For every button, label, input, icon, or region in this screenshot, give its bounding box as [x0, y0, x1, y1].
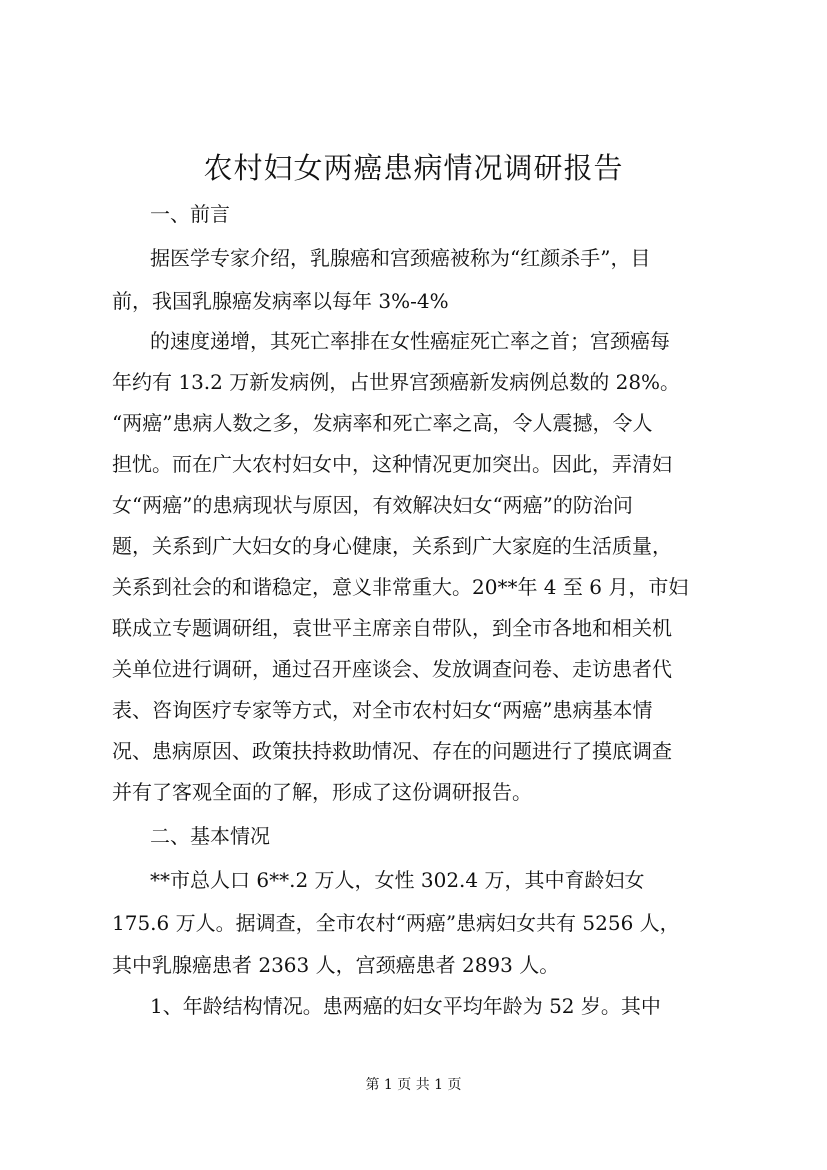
paragraph-line: 的速度递增，其死亡率排在女性癌症死亡率之首；宫颈癌每: [150, 329, 670, 353]
paragraph-line: 关系到社会的和谐稳定，意义非常重大。20**年 4 至 6 月，市妇: [112, 575, 689, 599]
section-heading-preface: 一、前言: [150, 202, 230, 226]
page-number-footer: 第 1 页 共 1 页: [365, 1077, 462, 1093]
section-heading-basic-situation: 二、基本情况: [150, 824, 270, 848]
paragraph-line: 175.6 万人。据调查，全市农村“两癌”患病妇女共有 5256 人，: [112, 911, 680, 935]
paragraph-line: 并有了客观全面的了解，形成了这份调研报告。: [112, 780, 532, 804]
paragraph-line: 表、咨询医疗专家等方式，对全市农村妇女“两癌”患病基本情: [112, 698, 653, 722]
paragraph-line: 担忧。而在广大农村妇女中，这种情况更加突出。因此，弄清妇: [112, 452, 672, 476]
paragraph-line: 况、患病原因、政策扶持救助情况、存在的问题进行了摸底调查: [112, 739, 672, 763]
paragraph-line: 女“两癌”的患病现状与原因，有效解决妇女“两癌”的防治问: [112, 493, 633, 517]
paragraph-line: 题，关系到广大妇女的身心健康，关系到广大家庭的生活质量，: [112, 534, 672, 558]
paragraph-line: “两癌”患病人数之多，发病率和死亡率之高，令人震撼，令人: [112, 411, 653, 435]
paragraph-line: 联成立专题调研组，袁世平主席亲自带队，到全市各地和相关机: [112, 616, 672, 640]
paragraph-line: 前，我国乳腺癌发病率以每年 3%-4%: [112, 289, 449, 313]
paragraph-line: 关单位进行调研，通过召开座谈会、发放调查问卷、走访患者代: [112, 657, 672, 681]
document-title: 农村妇女两癌患病情况调研报告: [203, 151, 624, 185]
paragraph-line: 据医学专家介绍，乳腺癌和宫颈癌被称为“红颜杀手”，目: [150, 246, 651, 270]
paragraph-line: **市总人口 6**.2 万人，女性 302.4 万，其中育龄妇女: [150, 868, 645, 892]
paragraph-line: 1、年龄结构情况。患两癌的妇女平均年龄为 52 岁。其中: [150, 994, 661, 1018]
paragraph-line: 其中乳腺癌患者 2363 人，宫颈癌患者 2893 人。: [112, 953, 560, 977]
paragraph-line: 年约有 13.2 万新发病例，占世界宫颈癌新发病例总数的 28%。: [112, 370, 681, 394]
